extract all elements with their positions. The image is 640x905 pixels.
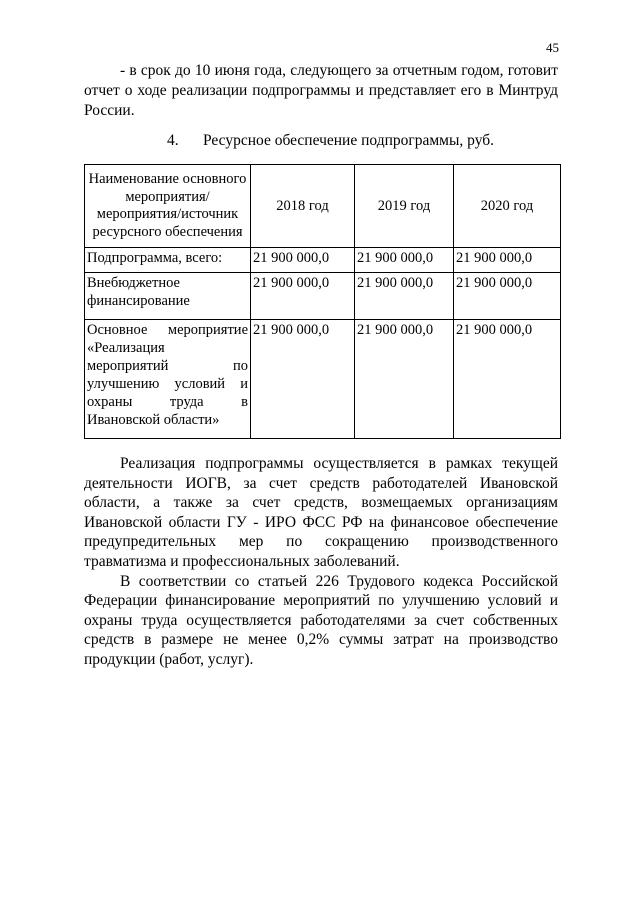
paragraph: В соответствии со статьей 226 Трудового кодекса Российской Федерации финансирование мероприятий по улучшению условий и охраны труда осуществляется работодателями за счет собственных средств в размере не менее 0,2% суммы затрат на производство продукции (работ, услуг). <box>84 572 558 668</box>
section-number: 4. <box>167 132 179 149</box>
cell-2020: 21 900 000,0 <box>454 320 561 439</box>
table-header-row <box>85 165 561 248</box>
cell-2019: 21 900 000,0 <box>355 320 454 439</box>
table-header-name: Наименование основного мероприятия/ мероприятия/источник ресурсного обеспечения <box>85 165 251 248</box>
row-name: Основное мероприятие «Реализация мероприятий по улучшению условий и охраны труда в Ивановской области» <box>85 320 251 439</box>
body-text <box>84 454 558 670</box>
resource-table <box>84 164 561 439</box>
page-number: 45 <box>546 40 559 55</box>
cell-2019: 21 900 000,0 <box>355 248 454 273</box>
table-header-2020: 2020 год <box>454 165 561 248</box>
cell-2018: 21 900 000,0 <box>251 273 355 320</box>
row-name: Подпрограмма, всего: <box>85 248 251 273</box>
cell-2018: 21 900 000,0 <box>251 320 355 439</box>
intro-paragraph <box>84 61 558 121</box>
paragraph: Реализация подпрограммы осуществляется в рамках текущей деятельности ИОГВ, за счет средств работодателей Ивановской области, а также за счет средств, возмещаемых организациям Ивановской области ГУ - ИРО ФСС РФ на финансовое обеспечение предупредительных мер по сокращению производственного травматизма и профессиональных заболеваний. <box>84 455 558 570</box>
row-name: Внебюджетное финансирование <box>85 273 251 320</box>
cell-2020: 21 900 000,0 <box>454 273 561 320</box>
table-header-2018: 2018 год <box>251 165 355 248</box>
intro-text: - в срок до 10 июня года, следующего за отчетным годом, готовит отчет о ходе реализации подпрограммы и представляет его в Минтруд России. <box>84 62 558 119</box>
table-row <box>85 320 561 439</box>
section-heading <box>167 132 494 150</box>
table-row <box>85 248 561 273</box>
table-row <box>85 273 561 320</box>
section-title: Ресурсное обеспечение подпрограммы, руб. <box>203 132 495 149</box>
cell-2019: 21 900 000,0 <box>355 273 454 320</box>
cell-2020: 21 900 000,0 <box>454 248 561 273</box>
cell-2018: 21 900 000,0 <box>251 248 355 273</box>
table-header-2019: 2019 год <box>355 165 454 248</box>
